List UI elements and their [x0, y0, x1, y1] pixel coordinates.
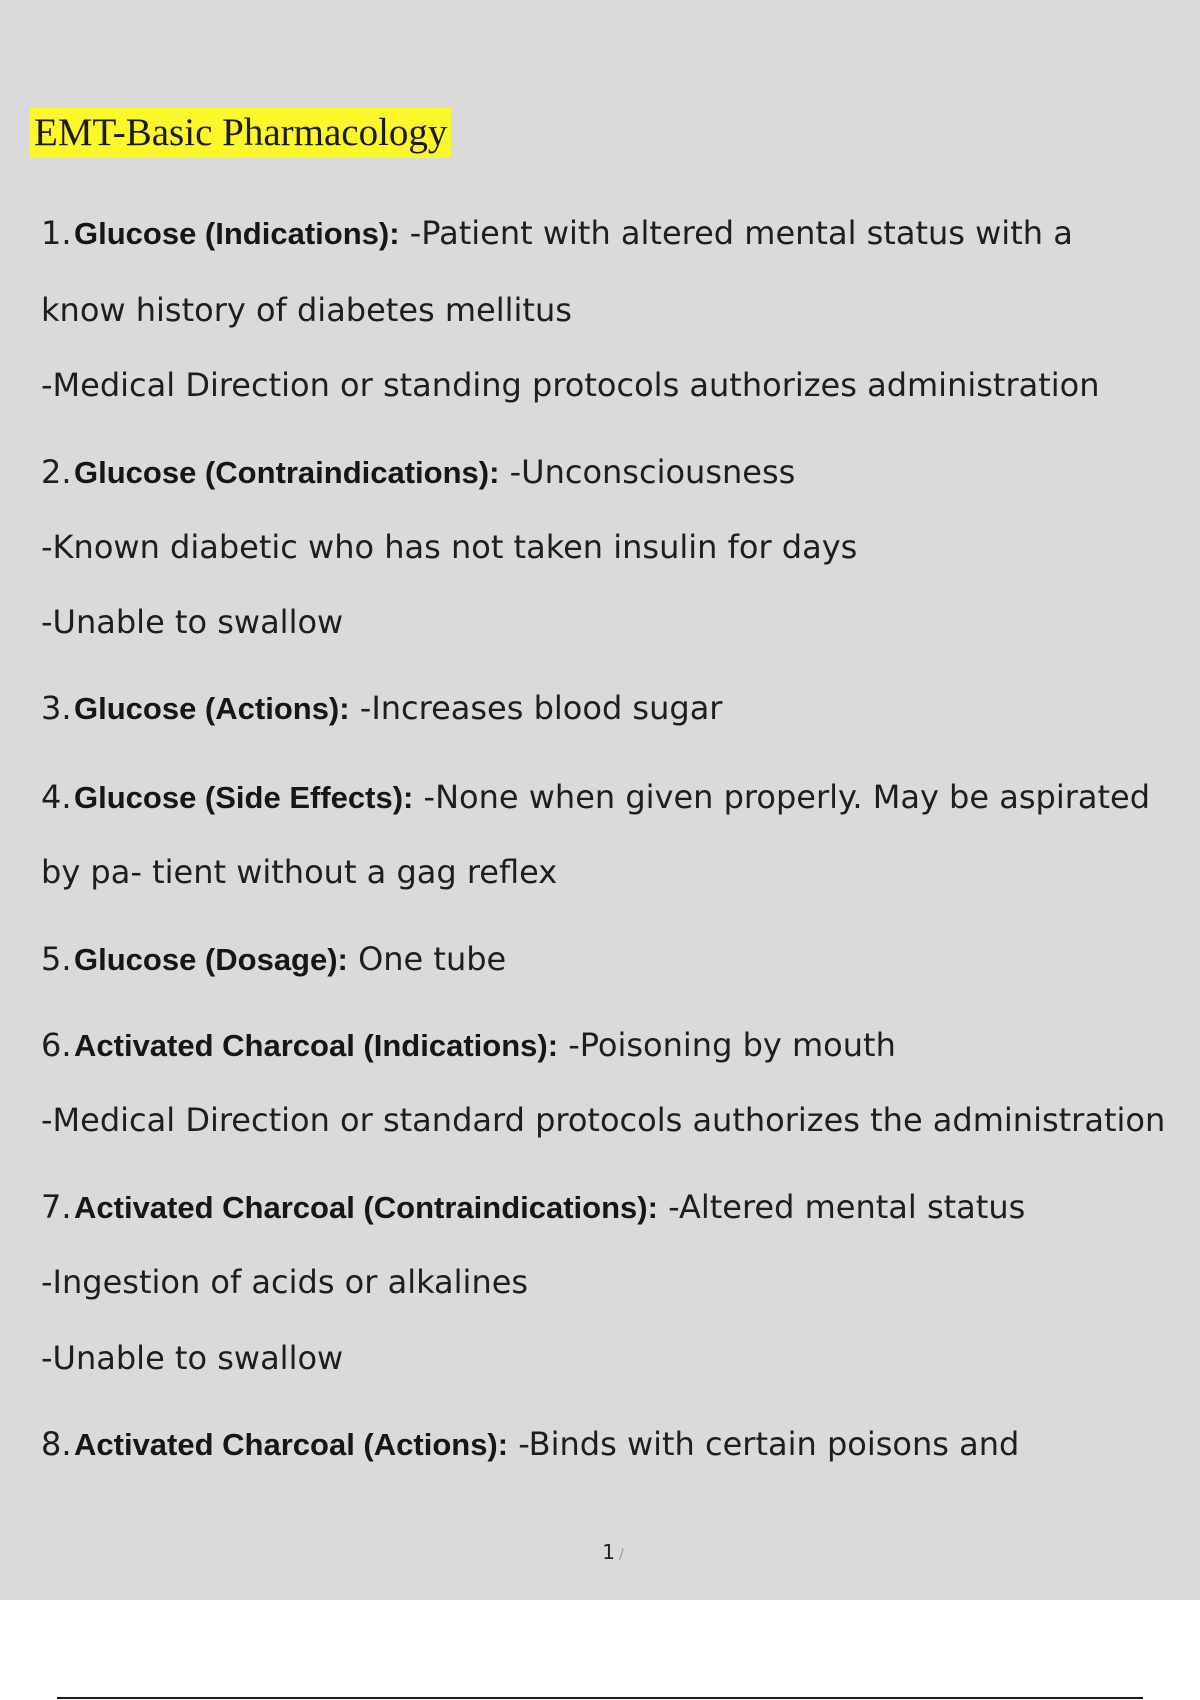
item-text: -Altered mental status — [668, 1188, 1026, 1226]
page-number-value: 1 — [602, 1540, 615, 1564]
item-number: 6. — [41, 1026, 72, 1064]
item-term: Glucose (Contraindications): — [74, 455, 500, 490]
list-item-4 — [41, 777, 1150, 817]
list-item-3 — [41, 688, 722, 728]
item-continuation: know history of diabetes mellitus — [41, 291, 572, 329]
item-number: 8. — [41, 1425, 72, 1463]
item-number: 3. — [41, 689, 72, 727]
item-term: Glucose (Side Effects): — [74, 780, 414, 815]
list-item-5 — [41, 939, 506, 979]
item-continuation: -Unable to swallow — [41, 603, 344, 641]
item-term: Activated Charcoal (Contraindications): — [74, 1190, 658, 1225]
footer-divider — [57, 1697, 1143, 1699]
item-term: Activated Charcoal (Indications): — [74, 1028, 559, 1063]
page-number-separator: / — [619, 1547, 624, 1563]
item-text: -Patient with altered mental status with a — [409, 214, 1073, 252]
item-term: Glucose (Indications): — [74, 216, 400, 251]
item-continuation: -Medical Direction or standard protocols authorizes the administration — [41, 1101, 1166, 1139]
item-continuation: -Ingestion of acids or alkalines — [41, 1263, 529, 1301]
item-number: 1. — [41, 214, 72, 252]
page-number — [0, 1540, 1200, 1564]
list-item-6 — [41, 1025, 896, 1065]
item-number: 4. — [41, 778, 72, 816]
list-item-7 — [41, 1187, 1025, 1227]
item-text: -Binds with certain poisons and — [518, 1425, 1020, 1463]
list-item-1 — [41, 213, 1073, 253]
item-text: -Poisoning by mouth — [568, 1026, 896, 1064]
item-text: -Unconsciousness — [509, 453, 796, 491]
item-text: One tube — [358, 940, 507, 978]
item-number: 7. — [41, 1188, 72, 1226]
document-title: EMT-Basic Pharmacology — [30, 108, 451, 158]
item-term: Activated Charcoal (Actions): — [74, 1427, 509, 1462]
item-number: 5. — [41, 940, 72, 978]
item-continuation: -Unable to swallow — [41, 1339, 344, 1377]
item-term: Glucose (Actions): — [74, 691, 350, 726]
item-continuation: -Medical Direction or standing protocols authorizes administration — [41, 366, 1100, 404]
item-text: -None when given properly. May be aspirated — [423, 778, 1151, 816]
item-term: Glucose (Dosage): — [74, 942, 348, 977]
list-item-8 — [41, 1424, 1019, 1464]
list-item-2 — [41, 452, 795, 492]
item-continuation: -Known diabetic who has not taken insulin for days — [41, 528, 858, 566]
item-text: -Increases blood sugar — [359, 689, 723, 727]
item-number: 2. — [41, 453, 72, 491]
item-continuation: by pa- tient without a gag reflex — [41, 853, 558, 891]
